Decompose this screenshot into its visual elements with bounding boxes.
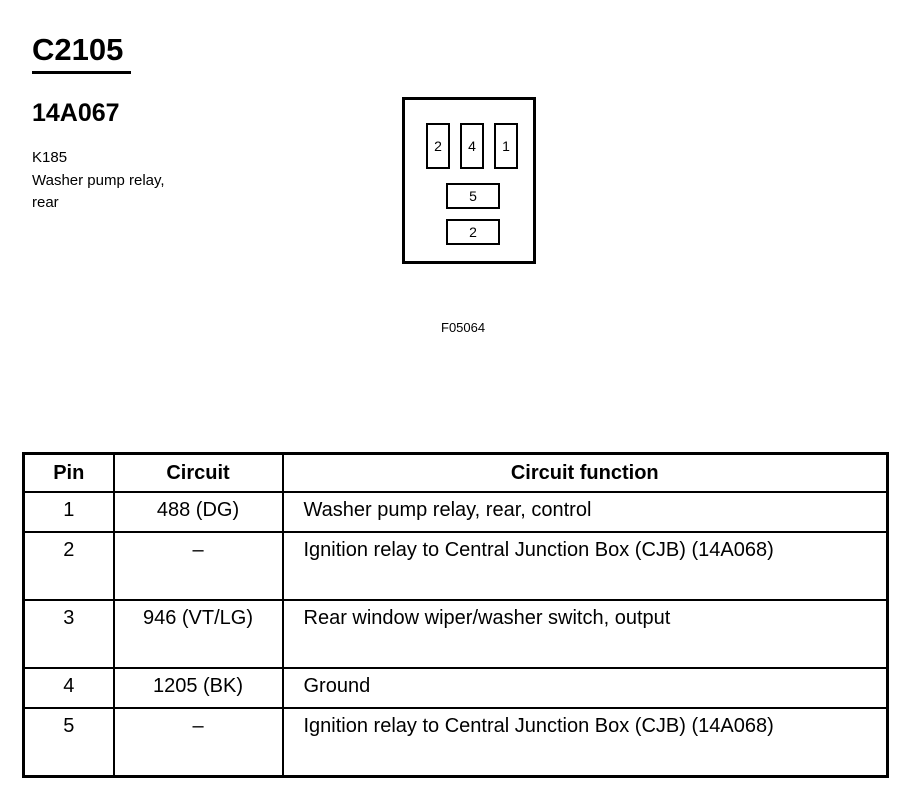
- pin-slot: 5: [446, 183, 500, 209]
- component-code: K185: [32, 149, 68, 166]
- pin-cell: 3: [24, 600, 114, 668]
- pin-cell: 1: [24, 492, 114, 532]
- circuit-cell: 488 (DG): [114, 492, 283, 532]
- pin-cell: 4: [24, 668, 114, 708]
- table-row: [24, 492, 888, 532]
- function-cell: Ignition relay to Central Junction Box (CJB) (14A068): [283, 532, 888, 600]
- circuit-cell: –: [114, 708, 283, 777]
- table-header-row: [24, 454, 888, 493]
- pin-slot: 2: [426, 123, 450, 169]
- pin-slot: 4: [460, 123, 484, 169]
- component-name-line-2: rear: [32, 194, 59, 211]
- component-name-line-1: Washer pump relay,: [32, 171, 165, 189]
- part-number: 14A067: [32, 99, 120, 127]
- column-header-circuit-function: Circuit function: [283, 454, 888, 493]
- figure-id: F05064: [441, 320, 486, 335]
- circuit-cell: –: [114, 532, 283, 600]
- pin-table: [22, 452, 889, 778]
- table-row: [24, 668, 888, 708]
- circuit-cell: 946 (VT/LG): [114, 600, 283, 668]
- component-description: [32, 147, 165, 215]
- function-cell: Washer pump relay, rear, control: [283, 492, 888, 532]
- table-row: [24, 600, 888, 668]
- column-header-pin: Pin: [24, 454, 114, 493]
- pin-cell: 5: [24, 708, 114, 777]
- table-row: [24, 708, 888, 777]
- function-cell: Ground: [283, 668, 888, 708]
- circuit-cell: 1205 (BK): [114, 668, 283, 708]
- connector-id-underline: [32, 71, 131, 74]
- pin-cell: 2: [24, 532, 114, 600]
- connector-id: C2105: [32, 32, 124, 67]
- table-row: [24, 532, 888, 600]
- function-cell: Rear window wiper/washer switch, output: [283, 600, 888, 668]
- connector-face-diagram: [402, 97, 536, 264]
- pin-slot: 2: [446, 219, 500, 245]
- column-header-circuit: Circuit: [114, 454, 283, 493]
- function-cell: Ignition relay to Central Junction Box (CJB) (14A068): [283, 708, 888, 777]
- pin-slot: 1: [494, 123, 518, 169]
